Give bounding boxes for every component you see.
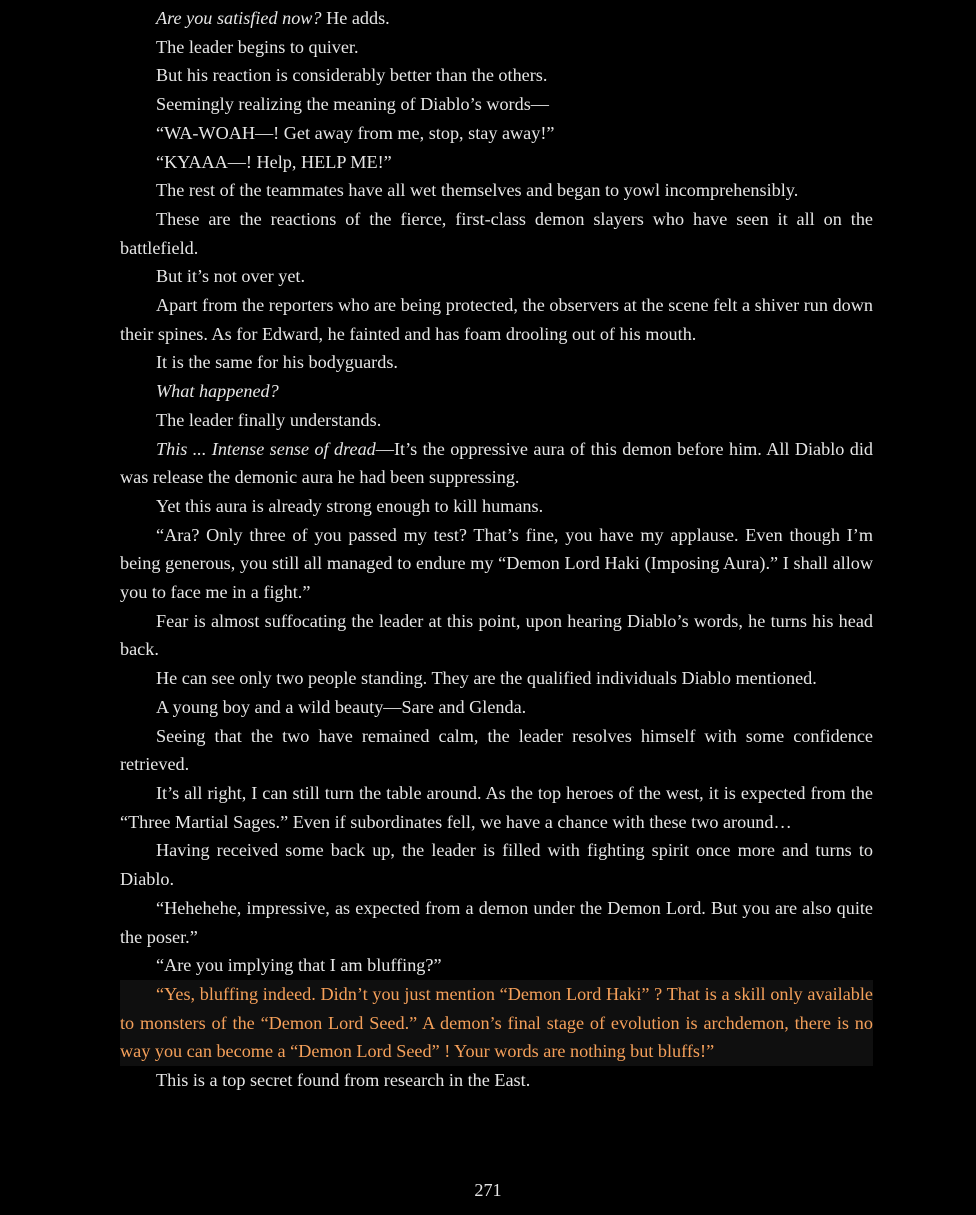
- paragraph-text: The rest of the teammates have all wet themselves and began to yowl incomprehensibly.: [156, 180, 799, 201]
- paragraph-text: The leader finally understands.: [156, 409, 382, 430]
- paragraph-text: These are the reactions of the fierce, first-class demon slayers who have seen it all on the battlefield.: [120, 208, 873, 258]
- page-number: 271: [474, 1180, 502, 1200]
- paragraph: [120, 205, 873, 262]
- paragraph: [120, 119, 873, 148]
- paragraph-text: —It’s the oppressive aura of this demon before him. All Diablo did was release the demonic aura he had been suppressing.: [120, 438, 873, 488]
- paragraph: [120, 521, 873, 607]
- paragraph: [120, 377, 873, 406]
- paragraph-text: A young boy and a wild beauty—Sare and Glenda.: [156, 696, 527, 717]
- paragraph: [120, 779, 873, 836]
- paragraph-text: It is the same for his bodyguards.: [156, 352, 398, 373]
- paragraph: [120, 435, 873, 492]
- paragraph: [120, 722, 873, 779]
- paragraph-text: He adds.: [321, 8, 390, 28]
- paragraph-text: “Yes, bluffing indeed. Didn’t you just mention “Demon Lord Haki” ? That is a skill only available to monsters of the “Demon Lord Seed.” A demon’s final stage of evolution is archdemon, there is no way you can become a “Demon Lord Seed” ! Your words are nothing but bluffs!”: [120, 983, 873, 1062]
- paragraph: [120, 61, 873, 90]
- paragraph-text: It’s all right, I can still turn the table around. As the top heroes of the west, it is expected from the “Three Martial Sages.” Even if subordinates fell, we have a chance with these two around…: [120, 782, 873, 832]
- highlighted-paragraph: [120, 980, 873, 1066]
- paragraph: [120, 406, 873, 435]
- italic-text: What happened?: [156, 381, 279, 402]
- paragraph: [120, 291, 873, 348]
- paragraph: [120, 348, 873, 377]
- paragraph: [120, 693, 873, 722]
- paragraph: [120, 894, 873, 951]
- paragraph: [120, 951, 873, 980]
- paragraph: [120, 90, 873, 119]
- paragraph: [120, 4, 873, 33]
- paragraph-text: Apart from the reporters who are being protected, the observers at the scene felt a shiver run down their spines. As for Edward, he fainted and has foam drooling out of his mouth.: [120, 295, 873, 344]
- paragraph-text: “WA-WOAH—! Get away from me, stop, stay away!”: [156, 122, 555, 143]
- paragraph: [120, 607, 873, 664]
- italic-text: This ... Intense sense of dread: [156, 438, 376, 459]
- paragraph: [120, 1066, 873, 1095]
- paragraph: [120, 176, 873, 205]
- paragraph-text: “Hehehehe, impressive, as expected from a demon under the Demon Lord. But you are also quite the poser.”: [120, 897, 873, 947]
- paragraph-text: He can see only two people standing. They are the qualified individuals Diablo mentioned.: [156, 668, 817, 689]
- text-column: [120, 4, 873, 1095]
- paragraph-text: Seemingly realizing the meaning of Diablo’s words—: [156, 94, 549, 115]
- paragraph-text: But his reaction is considerably better than the others.: [156, 65, 548, 86]
- paragraph: [120, 492, 873, 521]
- paragraph-text: The leader begins to quiver.: [156, 36, 359, 57]
- paragraph-text: Yet this aura is already strong enough to kill humans.: [156, 495, 544, 516]
- paragraph: [120, 262, 873, 291]
- paragraph: [120, 148, 873, 177]
- paragraph-text: “Are you implying that I am bluffing?”: [156, 955, 442, 976]
- paragraph-text: “KYAAA—! Help, HELP ME!”: [156, 151, 392, 172]
- paragraph-text: Fear is almost suffocating the leader at this point, upon hearing Diablo’s words, he turns his head back.: [120, 610, 873, 660]
- paragraph: [120, 836, 873, 893]
- paragraph-text: “Ara? Only three of you passed my test? That’s fine, you have my applause. Even though I’m being generous, you still all managed to endure my “Demon Lord Haki (Imposing Aura).” I shall allow you to face me in a fight.”: [120, 524, 873, 603]
- paragraph-text: Having received some back up, the leader is filled with fighting spirit once more and turns to Diablo.: [120, 840, 873, 890]
- italic-text: Are you satisfied now?: [156, 8, 322, 28]
- paragraph-text: This is a top secret found from research in the East.: [156, 1070, 531, 1091]
- paragraph: [120, 664, 873, 693]
- paragraph-text: But it’s not over yet.: [156, 266, 306, 287]
- paragraph: [120, 33, 873, 62]
- paragraph-text: Seeing that the two have remained calm, the leader resolves himself with some confidence retrieved.: [120, 725, 873, 775]
